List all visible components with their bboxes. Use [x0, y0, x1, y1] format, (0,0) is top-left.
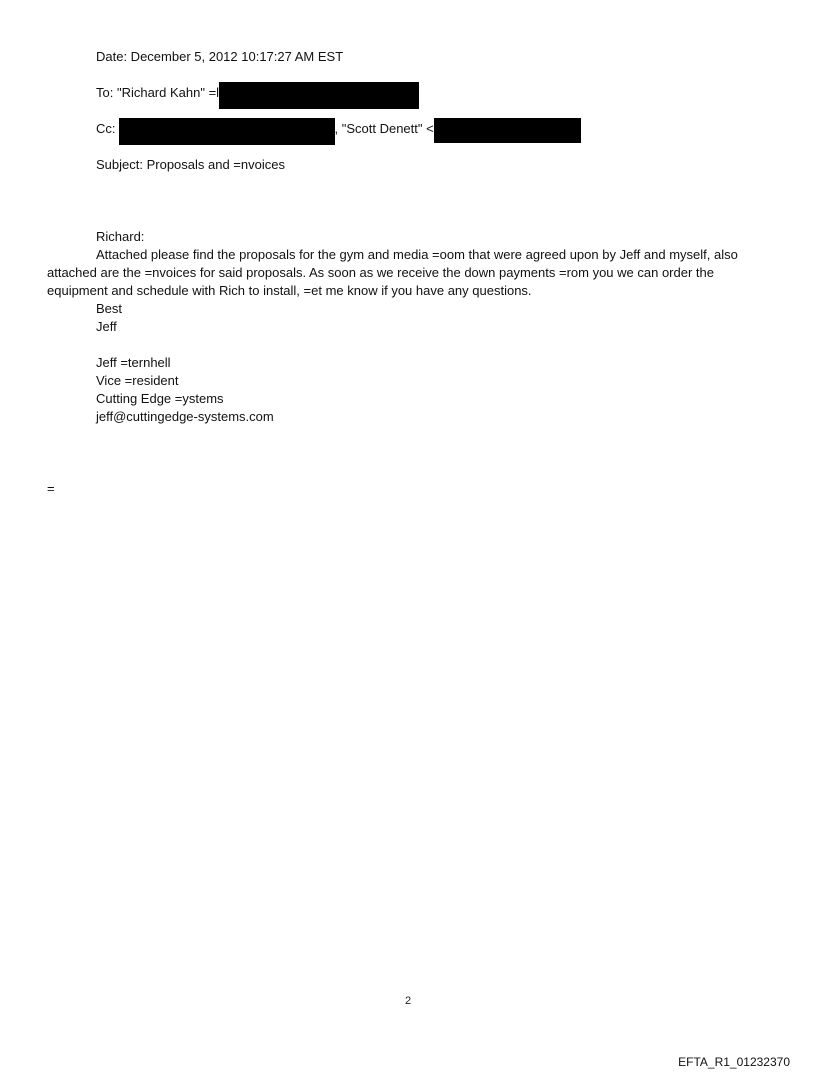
page-number: 2	[404, 995, 412, 1007]
closing-line	[96, 300, 122, 318]
signature-title	[96, 372, 179, 390]
signature-company	[96, 390, 224, 408]
bates-number: EFTA_R1_01232370	[678, 1055, 790, 1069]
body-line: attached are the =nvoices for said proposals. As soon as we receive the down payments =rom you we can order the	[47, 265, 714, 280]
subject-text: Subject: Proposals and =nvoices	[96, 157, 285, 172]
redaction-block	[434, 118, 581, 143]
signature-company-text: Cutting Edge =ystems	[96, 391, 224, 406]
email-greeting	[96, 228, 144, 246]
email-cc-line	[96, 120, 581, 145]
redaction-block	[119, 118, 335, 145]
email-subject-line	[96, 156, 285, 174]
email-to-line	[96, 84, 419, 109]
body-line: equipment and schedule with Rich to install, =et me know if you have any questions.	[47, 283, 532, 298]
closing-line	[96, 318, 117, 336]
greeting-text: Richard:	[96, 229, 145, 244]
signature-email	[96, 408, 274, 426]
trailing-mark-text: =	[47, 481, 55, 496]
body-line: Attached please find the proposals for the gym and media =oom that were agreed upon by Jeff and myself, also	[96, 247, 738, 262]
signature-name	[96, 354, 171, 372]
cc-label: Cc:	[96, 121, 116, 136]
email-body-paragraph	[47, 246, 767, 300]
cc-recipient-text: , "Scott Denett" <	[334, 121, 434, 136]
signature-name-text: Jeff =ternhell	[96, 355, 171, 370]
email-date-line	[96, 48, 343, 66]
closing-name: Jeff	[96, 319, 117, 334]
to-text: To: "Richard Kahn" =l	[96, 85, 220, 100]
signature-email-text: jeff@cuttingedge-systems.com	[96, 409, 274, 424]
signature-title-text: Vice =resident	[96, 373, 179, 388]
closing-text: Best	[96, 301, 123, 316]
redaction-block	[219, 82, 419, 109]
date-text: Date: December 5, 2012 10:17:27 AM EST	[96, 49, 344, 64]
trailing-mark	[47, 480, 55, 498]
